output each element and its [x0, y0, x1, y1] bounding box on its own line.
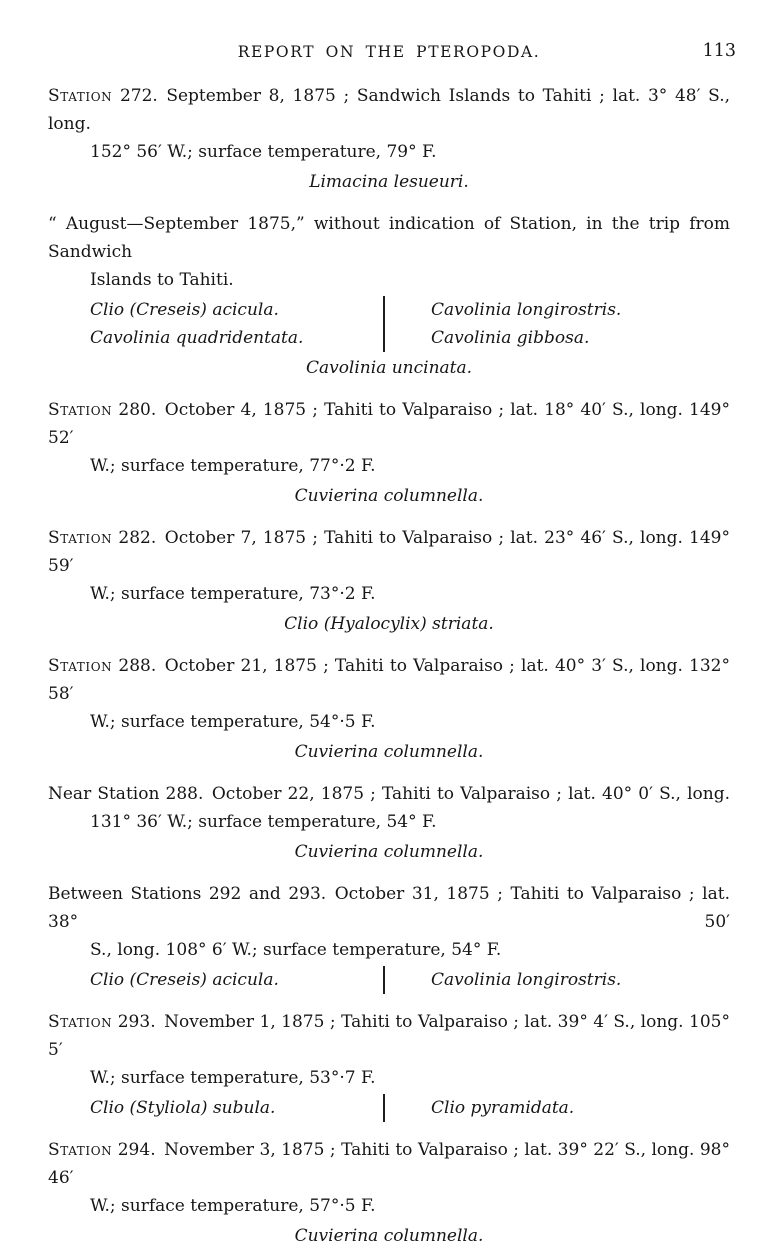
species-name-centered: Cavolinia uncinata.	[305, 358, 473, 378]
entry-line-2: 152° 56′ W.; surface temperature, 79° F.	[90, 142, 437, 162]
entry-line-2: 131° 36′ W.; surface temperature, 54° F.	[90, 812, 437, 832]
species-columns	[48, 1094, 730, 1122]
entry-line-1: Station 293. November 1, 1875 ; Tahiti to Valparaiso ; lat. 39° 4′ S., long. 105° 5′	[48, 1012, 730, 1060]
entry-line-1: “ August—September 1875,” without indication of Station, in the trip from Sandwich	[48, 214, 730, 262]
species-name-centered: Cuvierina columnella.	[294, 486, 484, 506]
species-name: Clio (Creseis) acicula.	[90, 970, 279, 990]
station-label: Station	[48, 1012, 113, 1032]
entry-line-1: Between Stations 292 and 293. October 31, 1875 ; Tahiti to Valparaiso ; lat. 38° 50′	[48, 884, 730, 932]
species-name-centered: Cuvierina columnella.	[294, 842, 484, 862]
station-label: Station	[48, 400, 113, 420]
station-entry	[48, 780, 730, 866]
entry-line-1: Station 280. October 4, 1875 ; Tahiti to Valparaiso ; lat. 18° 40′ S., long. 149° 52′	[48, 400, 730, 448]
station-entry	[48, 880, 730, 994]
page-header	[48, 41, 736, 62]
species-columns	[48, 966, 730, 994]
species-name-centered: Cuvierina columnella.	[294, 1226, 484, 1246]
species-column-right	[385, 966, 621, 994]
entry-line-1: Near Station 288. October 22, 1875 ; Tahiti to Valparaiso ; lat. 40° 0′ S., long.	[48, 784, 730, 804]
page-number: 113	[702, 41, 736, 61]
entry-line-1: Station 294. November 3, 1875 ; Tahiti to Valparaiso ; lat. 39° 22′ S., long. 98° 46′	[48, 1140, 730, 1188]
station-entry	[48, 210, 730, 382]
species-name: Clio (Creseis) acicula.	[90, 300, 279, 320]
species-name: Clio (Styliola) subula.	[90, 1098, 276, 1118]
station-entry	[48, 524, 730, 638]
species-name: Cavolinia longirostris.	[431, 300, 622, 320]
species-column-left	[48, 296, 385, 352]
species-name: Cavolinia gibbosa.	[431, 328, 590, 348]
species-name-centered: Clio (Hyalocylix) striata.	[284, 614, 494, 634]
entry-line-2: W.; surface temperature, 73°·2 F.	[90, 584, 376, 604]
species-name-centered: Limacina lesueuri.	[309, 172, 469, 192]
entry-line-2: S., long. 108° 6′ W.; surface temperature, 54° F.	[90, 940, 502, 960]
station-entries	[48, 82, 730, 1250]
entry-line-2: W.; surface temperature, 77°·2 F.	[90, 456, 376, 476]
species-column-right	[385, 296, 621, 352]
species-name: Cavolinia longirostris.	[431, 970, 622, 990]
species-column-left	[48, 1094, 385, 1122]
station-entry	[48, 1136, 730, 1250]
species-name: Clio pyramidata.	[431, 1098, 575, 1118]
entry-line-2: Islands to Tahiti.	[90, 270, 234, 290]
station-label: Station	[48, 656, 113, 676]
station-entry	[48, 396, 730, 510]
station-entry	[48, 1008, 730, 1122]
species-column-right	[385, 1094, 574, 1122]
species-name-centered: Cuvierina columnella.	[294, 742, 484, 762]
entry-line-1: Station 288. October 21, 1875 ; Tahiti to Valparaiso ; lat. 40° 3′ S., long. 132° 58′	[48, 656, 730, 704]
species-columns	[48, 296, 730, 352]
station-entry	[48, 652, 730, 766]
running-title: REPORT ON THE PTEROPODA.	[237, 43, 541, 61]
station-label: Station	[48, 86, 113, 106]
species-name: Cavolinia quadridentata.	[90, 328, 304, 348]
entry-line-1: Station 272. September 8, 1875 ; Sandwich Islands to Tahiti ; lat. 3° 48′ S., long.	[48, 86, 730, 134]
species-column-left	[48, 966, 385, 994]
entry-line-2: W.; surface temperature, 54°·5 F.	[90, 712, 376, 732]
entry-line-1: Station 282. October 7, 1875 ; Tahiti to Valparaiso ; lat. 23° 46′ S., long. 149° 59′	[48, 528, 730, 576]
entry-line-2: W.; surface temperature, 57°·5 F.	[90, 1196, 376, 1216]
station-label: Station	[48, 1140, 113, 1160]
entry-line-2: W.; surface temperature, 53°·7 F.	[90, 1068, 376, 1088]
station-entry	[48, 82, 730, 196]
station-label: Station	[48, 528, 113, 548]
